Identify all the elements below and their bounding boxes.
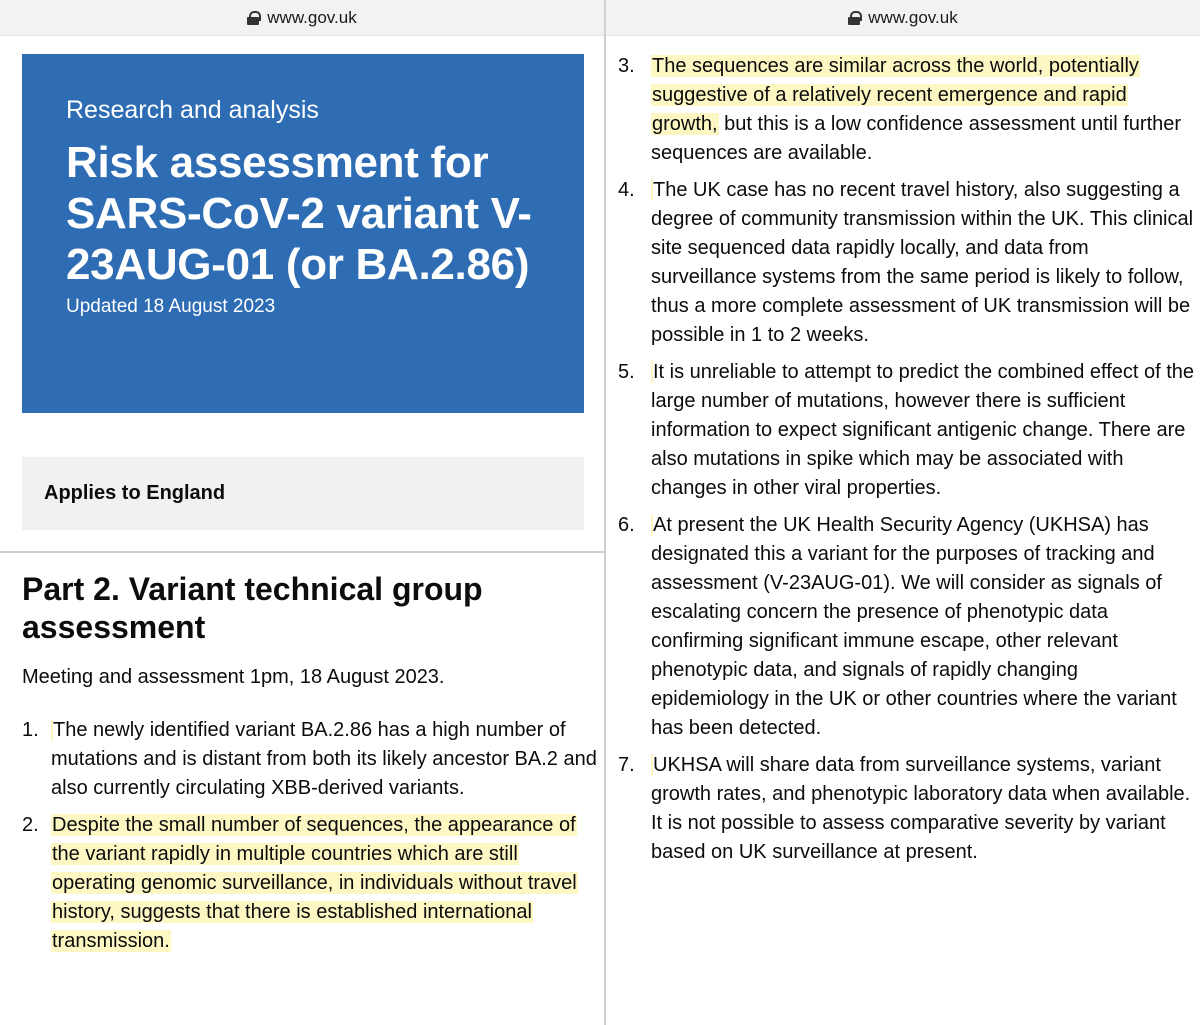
highlighted-text: The sequences are similar across the world, potentially suggestive of a relatively recent emergence and rapid growth,: [652, 55, 1139, 135]
assessment-list-left: [22, 716, 597, 964]
list-item-number: 2.: [22, 814, 39, 836]
list-item-text: At present the UK Health Security Agency (UKHSA) has designated this a variant for the purposes of tracking and assessment (V-23AUG-01). We will consider as signals of escalating concern the presence of phenotypic data confirming significant immune escape, other relevant phenotypic data, and signals of rapidly changing epidemiology in the UK or other countries where the variant has been detected.: [651, 514, 1177, 739]
list-item-text: but this is a low confidence assessment until further sequences are available.: [651, 113, 1182, 164]
list-item: [618, 176, 1198, 350]
list-item-number: 6.: [618, 514, 635, 536]
list-item-text: UKHSA will share data from surveillance systems, variant growth rates, and phenotypic laboratory data when available. It is not possible to assess comparative severity by variant based on UK surveillance at present.: [651, 754, 1191, 863]
list-item-number: 1.: [22, 719, 39, 741]
applies-to-label: Applies to England: [44, 482, 226, 504]
section-divider: [0, 551, 604, 553]
highlighted-text: Despite the small number of sequences, the appearance of the variant rapidly in multiple countries which are still operating genomic surveillance, in individuals without travel history, suggests that there is established international transmission.: [52, 814, 577, 952]
assessment-list-right: [618, 52, 1198, 875]
list-item-text: It is unreliable to attempt to predict the combined effect of the large number of mutations, however there is sufficient information to expect significant antigenic change. There are also mutations in spike which may be associated with changes in other viral properties.: [651, 361, 1195, 499]
page-caption: Research and analysis: [66, 96, 319, 124]
address-bar[interactable]: [606, 0, 1200, 36]
lock-icon: [247, 11, 259, 25]
list-item: [618, 358, 1198, 503]
list-item-text: The newly identified variant BA.2.86 has a high number of mutations and is distant from both its likely ancestor BA.2 and also currently circulating XBB-derived variants.: [51, 719, 597, 799]
applies-to-box: [22, 457, 584, 530]
list-item-number: 3.: [618, 55, 635, 77]
page-header-banner: [22, 54, 584, 413]
list-item: [618, 52, 1198, 168]
right-screenshot: [606, 0, 1200, 1025]
list-item-text: The UK case has no recent travel history, also suggesting a degree of community transmission within the UK. This clinical site sequenced data rapidly locally, and data from surveillance systems from the same period is likely to follow, thus a more complete assessment of UK transmission will be possible in 1 to 2 weeks.: [651, 179, 1194, 346]
meeting-text: Meeting and assessment 1pm, 18 August 2023.: [22, 666, 445, 688]
list-item: [618, 511, 1198, 743]
list-item: [618, 751, 1198, 867]
section-heading: Part 2. Variant technical group assessment: [22, 571, 483, 645]
list-item: [22, 716, 597, 803]
updated-date: Updated 18 August 2023: [66, 296, 276, 317]
list-item-number: 7.: [618, 754, 635, 776]
list-item: [22, 811, 597, 956]
lock-icon: [848, 11, 860, 25]
page-title: Risk assessment for SARS-CoV-2 variant V-23AUG-01 (or BA.2.86): [66, 138, 532, 289]
list-item-number: 5.: [618, 361, 635, 383]
url-text: www.gov.uk: [267, 7, 357, 27]
address-bar[interactable]: [0, 0, 604, 36]
url-text: www.gov.uk: [868, 7, 958, 27]
list-item-number: 4.: [618, 179, 635, 201]
